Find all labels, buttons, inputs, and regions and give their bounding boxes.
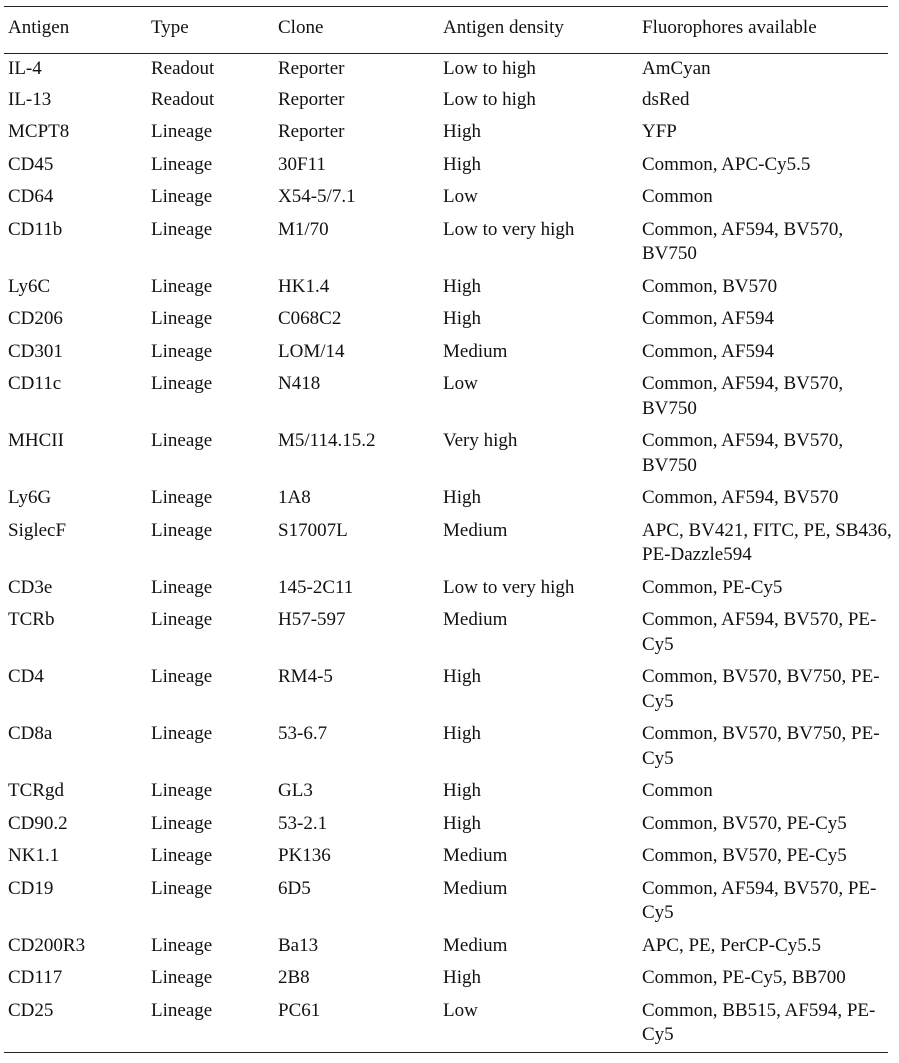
antigen-cell: CD4 xyxy=(8,666,44,687)
antigen-density-cell: High xyxy=(443,666,481,687)
table-row xyxy=(0,810,899,843)
table-row xyxy=(0,370,899,427)
header-antigen: Antigen xyxy=(8,17,70,38)
antigen-cell: MHCII xyxy=(8,430,64,451)
table-row xyxy=(0,118,899,151)
fluorophores-cell: Common, AF594, BV570, PE-Cy5 xyxy=(642,609,877,655)
type-cell: Lineage xyxy=(151,934,213,956)
table-row xyxy=(0,216,899,273)
antigen-cell: NK1.1 xyxy=(8,845,60,866)
table-body xyxy=(0,53,899,1054)
type-cell: Lineage xyxy=(151,308,213,329)
antigen-density-cell: Low to very high xyxy=(443,218,575,240)
table-row xyxy=(0,273,899,306)
type-cell: Lineage xyxy=(151,218,213,240)
header-antigen-density: Antigen density xyxy=(443,17,564,38)
table-row xyxy=(0,720,899,777)
clone-cell: LOM/14 xyxy=(278,340,345,362)
antigen-cell: CD90.2 xyxy=(8,812,68,834)
fluorophores-cell: Common, AF594, BV570, BV750 xyxy=(642,430,844,476)
clone-cell: 6D5 xyxy=(278,877,311,899)
antigen-cell: IL-4 xyxy=(8,58,42,79)
antigen-cell: CD3e xyxy=(8,576,53,598)
type-cell: Lineage xyxy=(151,576,213,598)
type-cell: Lineage xyxy=(151,877,213,899)
antigen-density-cell: Medium xyxy=(443,877,508,899)
fluorophores-cell: Common, PE-Cy5, BB700 xyxy=(642,967,846,988)
table-row xyxy=(0,338,899,371)
antigen-density-cell: High xyxy=(443,723,481,744)
antigen-density-cell: Low xyxy=(443,186,478,207)
type-cell: Lineage xyxy=(151,153,213,175)
clone-cell: 145-2C11 xyxy=(278,576,354,598)
fluorophores-cell: APC, BV421, FITC, PE, SB436, PE-Dazzle594 xyxy=(642,519,892,565)
table-row xyxy=(0,484,899,517)
table-row xyxy=(0,517,899,574)
antigen-cell: CD8a xyxy=(8,723,53,744)
fluorophores-cell: Common, BV570, BV750, PE-Cy5 xyxy=(642,723,880,769)
table-row xyxy=(0,574,899,607)
fluorophores-cell: Common, AF594, BV570, PE-Cy5 xyxy=(642,877,877,923)
fluorophores-cell: Common, AF594 xyxy=(642,340,774,362)
type-cell: Lineage xyxy=(151,121,213,142)
clone-cell: 1A8 xyxy=(278,487,311,508)
table-header xyxy=(0,0,899,53)
antigen-density-cell: High xyxy=(443,967,481,988)
antigen-density-cell: High xyxy=(443,812,481,834)
clone-cell: PK136 xyxy=(278,845,331,866)
antigen-density-cell: Medium xyxy=(443,934,508,956)
header-clone: Clone xyxy=(278,17,324,38)
fluorophores-cell: Common xyxy=(642,780,713,801)
table-row xyxy=(0,964,899,997)
clone-cell: 53-6.7 xyxy=(278,723,328,744)
antigen-cell: CD11b xyxy=(8,218,63,240)
table-row xyxy=(0,427,899,484)
clone-cell: X54-5/7.1 xyxy=(278,186,356,207)
clone-cell: GL3 xyxy=(278,780,313,801)
table-row xyxy=(0,151,899,184)
header-fluorophores: Fluorophores available xyxy=(642,17,817,38)
type-cell: Lineage xyxy=(151,780,213,801)
fluorophores-cell: Common, AF594, BV570 xyxy=(642,487,839,508)
type-cell: Lineage xyxy=(151,186,213,207)
antigen-cell: CD25 xyxy=(8,999,54,1021)
type-cell: Readout xyxy=(151,58,215,79)
fluorophores-cell: Common, BB515, AF594, PE-Cy5 xyxy=(642,999,876,1045)
fluorophores-cell: APC, PE, PerCP-Cy5.5 xyxy=(642,934,821,956)
table-row xyxy=(0,932,899,965)
type-cell: Lineage xyxy=(151,275,213,297)
table-row xyxy=(0,305,899,338)
clone-cell: M1/70 xyxy=(278,218,329,240)
table-row xyxy=(0,53,899,86)
fluorophores-cell: AmCyan xyxy=(642,58,711,79)
type-cell: Lineage xyxy=(151,999,213,1021)
table-row xyxy=(0,86,899,119)
antigen-cell: CD64 xyxy=(8,186,54,207)
clone-cell: HK1.4 xyxy=(278,275,330,297)
header-row xyxy=(0,0,899,53)
type-cell: Lineage xyxy=(151,373,213,394)
table-row xyxy=(0,842,899,875)
antigen-density-cell: High xyxy=(443,121,481,142)
fluorophores-cell: Common xyxy=(642,186,713,207)
fluorophores-cell: Common, BV570 xyxy=(642,275,778,297)
antigen-density-cell: Medium xyxy=(443,519,508,541)
antigen-cell: Ly6G xyxy=(8,487,52,508)
antigen-cell: SiglecF xyxy=(8,519,67,541)
table-row xyxy=(0,606,899,663)
antigen-density-cell: Low to high xyxy=(443,58,536,79)
clone-cell: Reporter xyxy=(278,58,345,79)
antigen-cell: IL-13 xyxy=(8,88,52,110)
antigen-density-cell: High xyxy=(443,153,481,175)
table-row xyxy=(0,997,899,1054)
fluorophores-cell: Common, AF594 xyxy=(642,308,774,329)
clone-cell: Reporter xyxy=(278,121,345,142)
antigen-density-cell: Low xyxy=(443,373,478,394)
type-cell: Lineage xyxy=(151,340,213,362)
antigen-density-cell: Very high xyxy=(443,430,518,451)
clone-cell: RM4-5 xyxy=(278,666,333,687)
table-row xyxy=(0,777,899,810)
clone-cell: PC61 xyxy=(278,999,321,1021)
clone-cell: N418 xyxy=(278,373,321,394)
fluorophores-cell: Common, APC-Cy5.5 xyxy=(642,153,811,175)
antigen-density-cell: Low to very high xyxy=(443,576,575,598)
antigen-density-cell: High xyxy=(443,275,481,297)
table-row xyxy=(0,183,899,216)
antigen-cell: CD206 xyxy=(8,308,63,329)
fluorophores-cell: Common, BV570, BV750, PE-Cy5 xyxy=(642,666,880,712)
antigen-density-cell: High xyxy=(443,487,481,508)
antigen-cell: CD301 xyxy=(8,340,63,362)
antigen-density-cell: Medium xyxy=(443,845,508,866)
type-cell: Lineage xyxy=(151,723,213,744)
antigen-cell: CD117 xyxy=(8,967,63,988)
type-cell: Lineage xyxy=(151,845,213,866)
antigen-density-cell: Low xyxy=(443,999,478,1021)
antigen-cell: CD45 xyxy=(8,153,54,175)
type-cell: Lineage xyxy=(151,967,213,988)
fluorophores-cell: Common, BV570, PE-Cy5 xyxy=(642,845,847,866)
clone-cell: Reporter xyxy=(278,88,345,110)
type-cell: Lineage xyxy=(151,609,213,630)
antigen-density-cell: High xyxy=(443,308,481,329)
fluorophores-cell: YFP xyxy=(642,121,677,142)
antigen-cell: CD19 xyxy=(8,877,54,899)
clone-cell: 2B8 xyxy=(278,967,310,988)
clone-cell: Ba13 xyxy=(278,934,319,956)
type-cell: Readout xyxy=(151,88,215,110)
table-row xyxy=(0,875,899,932)
fluorophores-cell: Common, AF594, BV570, BV750 xyxy=(642,373,844,419)
type-cell: Lineage xyxy=(151,519,213,541)
clone-cell: C068C2 xyxy=(278,308,342,329)
fluorophores-cell: dsRed xyxy=(642,88,690,110)
type-cell: Lineage xyxy=(151,487,213,508)
fluorophores-cell: Common, AF594, BV570, BV750 xyxy=(642,218,844,264)
antigen-cell: Ly6C xyxy=(8,275,51,297)
antigen-density-cell: Medium xyxy=(443,609,508,630)
clone-cell: 30F11 xyxy=(278,153,326,175)
antigen-cell: CD200R3 xyxy=(8,934,86,956)
type-cell: Lineage xyxy=(151,812,213,834)
table-row xyxy=(0,663,899,720)
antigen-cell: CD11c xyxy=(8,373,62,394)
antigen-cell: TCRb xyxy=(8,609,55,630)
clone-cell: H57-597 xyxy=(278,609,346,630)
type-cell: Lineage xyxy=(151,666,213,687)
header-type: Type xyxy=(151,17,189,38)
clone-cell: M5/114.15.2 xyxy=(278,430,376,451)
antigen-density-cell: Low to high xyxy=(443,88,536,110)
antigen-density-cell: High xyxy=(443,780,481,801)
type-cell: Lineage xyxy=(151,430,213,451)
antigen-density-cell: Medium xyxy=(443,340,508,362)
clone-cell: 53-2.1 xyxy=(278,812,328,834)
clone-cell: S17007L xyxy=(278,519,348,541)
antigen-cell: MCPT8 xyxy=(8,121,70,142)
fluorophores-cell: Common, BV570, PE-Cy5 xyxy=(642,812,847,834)
fluorophores-cell: Common, PE-Cy5 xyxy=(642,576,783,598)
antigen-cell: TCRgd xyxy=(8,780,64,801)
